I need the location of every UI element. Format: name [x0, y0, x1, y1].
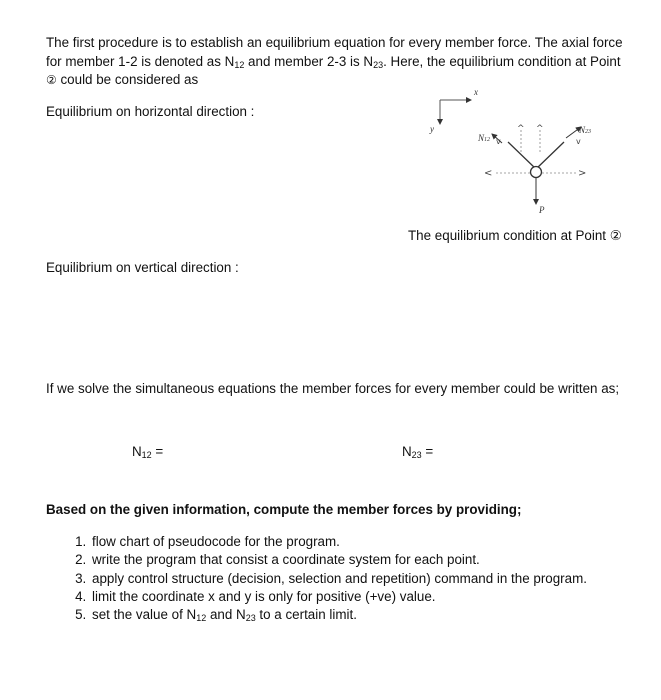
task-item-4: 4. limit the coordinate x and y is only for positive (+ve) value. — [90, 588, 661, 606]
force-n23-label: N23 — [579, 125, 592, 135]
component-arrow-up-left: ^ — [517, 124, 525, 134]
component-arrow-down-left: v — [496, 137, 501, 146]
force-n12-label: N12 — [478, 133, 491, 143]
node-point-2 — [531, 167, 542, 178]
load-p-label: P — [539, 205, 545, 215]
intro-paragraph — [46, 34, 631, 90]
equilibrium-horizontal-label: Equilibrium on horizontal direction : — [46, 104, 255, 119]
task-item-1: 1. flow chart of pseudocode for the program. — [90, 533, 661, 551]
intro-line-2: for member 1-2 is denoted as $N_{12}$ and member 2-3 is $N_{23}$. Here, the equilibrium condition at Point — [46, 53, 621, 70]
diagram-caption: The equilibrium condition at Point ② — [408, 228, 622, 243]
axis-x-label: x — [474, 87, 478, 97]
component-arrow-right: > — [578, 168, 587, 179]
intro-line-3: ② could be considered as — [46, 72, 199, 87]
n23-equation: $N_{23}$ = — [402, 444, 434, 460]
member-1-2 — [508, 142, 536, 169]
force-diagram — [418, 86, 608, 226]
equilibrium-vertical-label: Equilibrium on vertical direction : — [46, 260, 239, 275]
axis-y-label: y — [430, 124, 434, 134]
component-arrow-up-right: ^ — [536, 124, 544, 134]
point-2-symbol: ② — [46, 73, 57, 87]
intro-line-1: The first procedure is to establish an equilibrium equation for every member force. The axial force — [46, 35, 623, 50]
solve-text: If we solve the simultaneous equations the member forces for every member could be written as; — [46, 381, 620, 396]
task-item-5: 5. set the value of $N_{12}$ and $N_{23}$ to a certain limit. — [90, 606, 661, 624]
component-arrow-down-right: v — [576, 137, 581, 146]
task-item-2: 2. write the program that consist a coordinate system for each point. — [90, 551, 661, 569]
task-item-3: 3. apply control structure (decision, selection and repetition) command in the program. — [90, 570, 661, 588]
component-arrow-left: < — [484, 168, 493, 179]
n12-equation: $N_{12}$ = — [132, 444, 164, 460]
task-list — [46, 533, 661, 624]
task-heading: Based on the given information, compute the member forces by providing; — [46, 502, 522, 517]
